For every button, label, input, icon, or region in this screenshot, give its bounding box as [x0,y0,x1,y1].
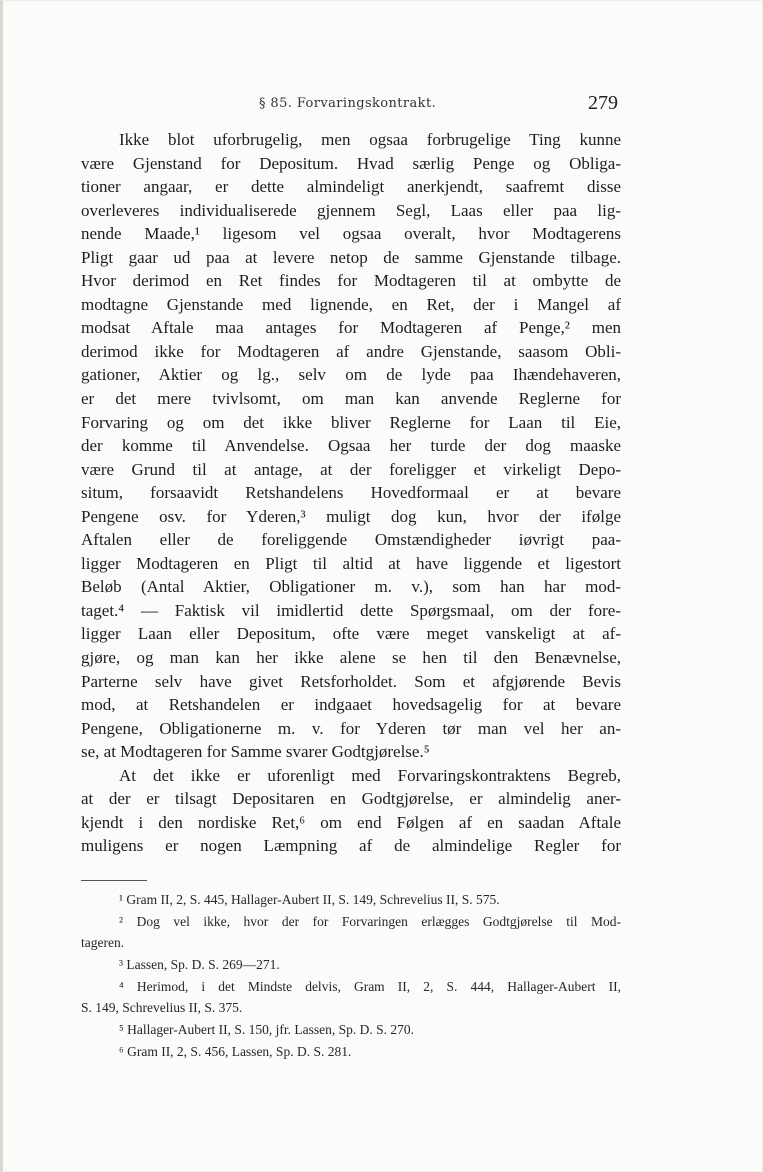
text-line: Pligt gaar ud paa at levere netop de samme Gjenstande tilbage. [81,247,621,267]
text-line: er det mere tvivlsomt, om man kan anvende Reglerne for [81,389,621,409]
text-line: der komme til Anvendelse. Ogsaa her turde der dog maaske [81,436,621,456]
footnote-line: tageren. [81,935,125,951]
footnote-line: ² Dog vel ikke, hvor der for Forvaringen erlægges Godtgjørelse til Mod- [119,913,621,929]
text-line: Forvaring og om det ikke bliver Reglerne for Laan til Eie, [81,412,621,432]
text-line: taget.⁴ — Faktisk vil imidlertid dette Spørgsmaal, om der fore- [81,600,621,620]
text-line: muligens er nogen Læmpning af de almindelige Regler for [81,836,621,856]
text-line: mod, at Retshandelen er indgaaet hovedsagelig for at bevare [81,695,621,715]
text-line: være Gjenstand for Depositum. Hvad særlig Penge og Obliga- [81,153,621,173]
text-line: Beløb (Antal Aktier, Obligationer m. v.), som han har mod- [81,577,621,597]
text-line: se, at Modtageren for Samme svarer Godtgjørelse.⁵ [81,742,430,762]
text-line: situm, forsaavidt Retshandelens Hovedformaal er at bevare [81,483,621,503]
text-line: Parterne selv have givet Retsforholdet. Som et afgjørende Bevis [81,671,621,691]
footnote-divider [81,880,147,881]
main-text [81,128,621,858]
text-line: At det ikke er uforenligt med Forvaringskontraktens Begreb, [119,765,621,785]
footnote-line: ⁶ Gram II, 2, S. 456, Lassen, Sp. D. S. 281. [119,1043,352,1059]
text-line: modsat Aftale maa antages for Modtageren af Penge,² men [81,318,621,338]
footnote-line: ⁵ Hallager-Aubert II, S. 150, jfr. Lassen, Sp. D. S. 270. [119,1022,415,1038]
text-line: tioner angaar, er dette almindeligt anerkjendt, saafremt disse [81,177,621,197]
text-line: Ikke blot uforbrugelig, men ogsaa forbrugelige Ting kunne [119,130,621,149]
text-line: Hvor derimod en Ret findes for Modtageren til at ombytte de [81,271,621,291]
text-line: kjendt i den nordiske Ret,⁶ om end Følgen af en saadan Aftale [81,812,621,832]
text-line: være Grund til at antage, at der foreligger et virkeligt Depo- [81,459,621,479]
text-line: at der er tilsagt Depositaren en Godtgjørelse, er almindelig aner- [81,789,621,809]
text-line: derimod ikke for Modtageren af andre Gjenstande, saasom Obli- [81,341,621,361]
text-line: nende Maade,¹ ligesom vel ogsaa overalt, hvor Modtagerens [81,224,621,244]
text-line: overleveres individualiserede gjennem Segl, Laas eller paa lig- [81,200,621,220]
text-line: Pengene osv. for Yderen,³ muligt dog kun, hvor der ifølge [81,506,621,526]
text-line: ligger Laan eller Depositum, ofte være meget vanskeligt at af- [81,624,621,644]
text-line: gationer, Aktier og lg., selv om de lyde paa Ihændehaveren, [81,365,621,385]
text-line: Aftalen eller de foreliggende Omstændigheder iøvrigt paa- [81,530,621,550]
text-line: modtagne Gjenstande med lignende, en Ret, der i Mangel af [81,294,621,314]
running-header [0,92,763,122]
page-number: 279 [588,92,618,114]
text-line: ligger Modtageren en Pligt til altid at have liggende et ligestort [81,553,621,573]
footnote-line: ¹ Gram II, 2, S. 445, Hallager-Aubert II, S. 149, Schrevelius II, S. 575. [119,892,500,907]
section-heading: § 85. Forvaringskontrakt. [259,96,437,111]
text-line: Pengene, Obligationerne m. v. for Yderen tør man vel her an- [81,718,621,738]
footnote-line: S. 149, Schrevelius II, S. 375. [81,1000,243,1016]
text-line: gjøre, og man kan her ikke alene se hen til den Benævnelse, [81,648,621,668]
footnotes [81,889,621,1063]
footnote-line: ⁴ Herimod, i det Mindste delvis, Gram II, 2, S. 444, Hallager-Aubert II, [119,978,621,994]
footnote-line: ³ Lassen, Sp. D. S. 269—271. [119,957,280,973]
